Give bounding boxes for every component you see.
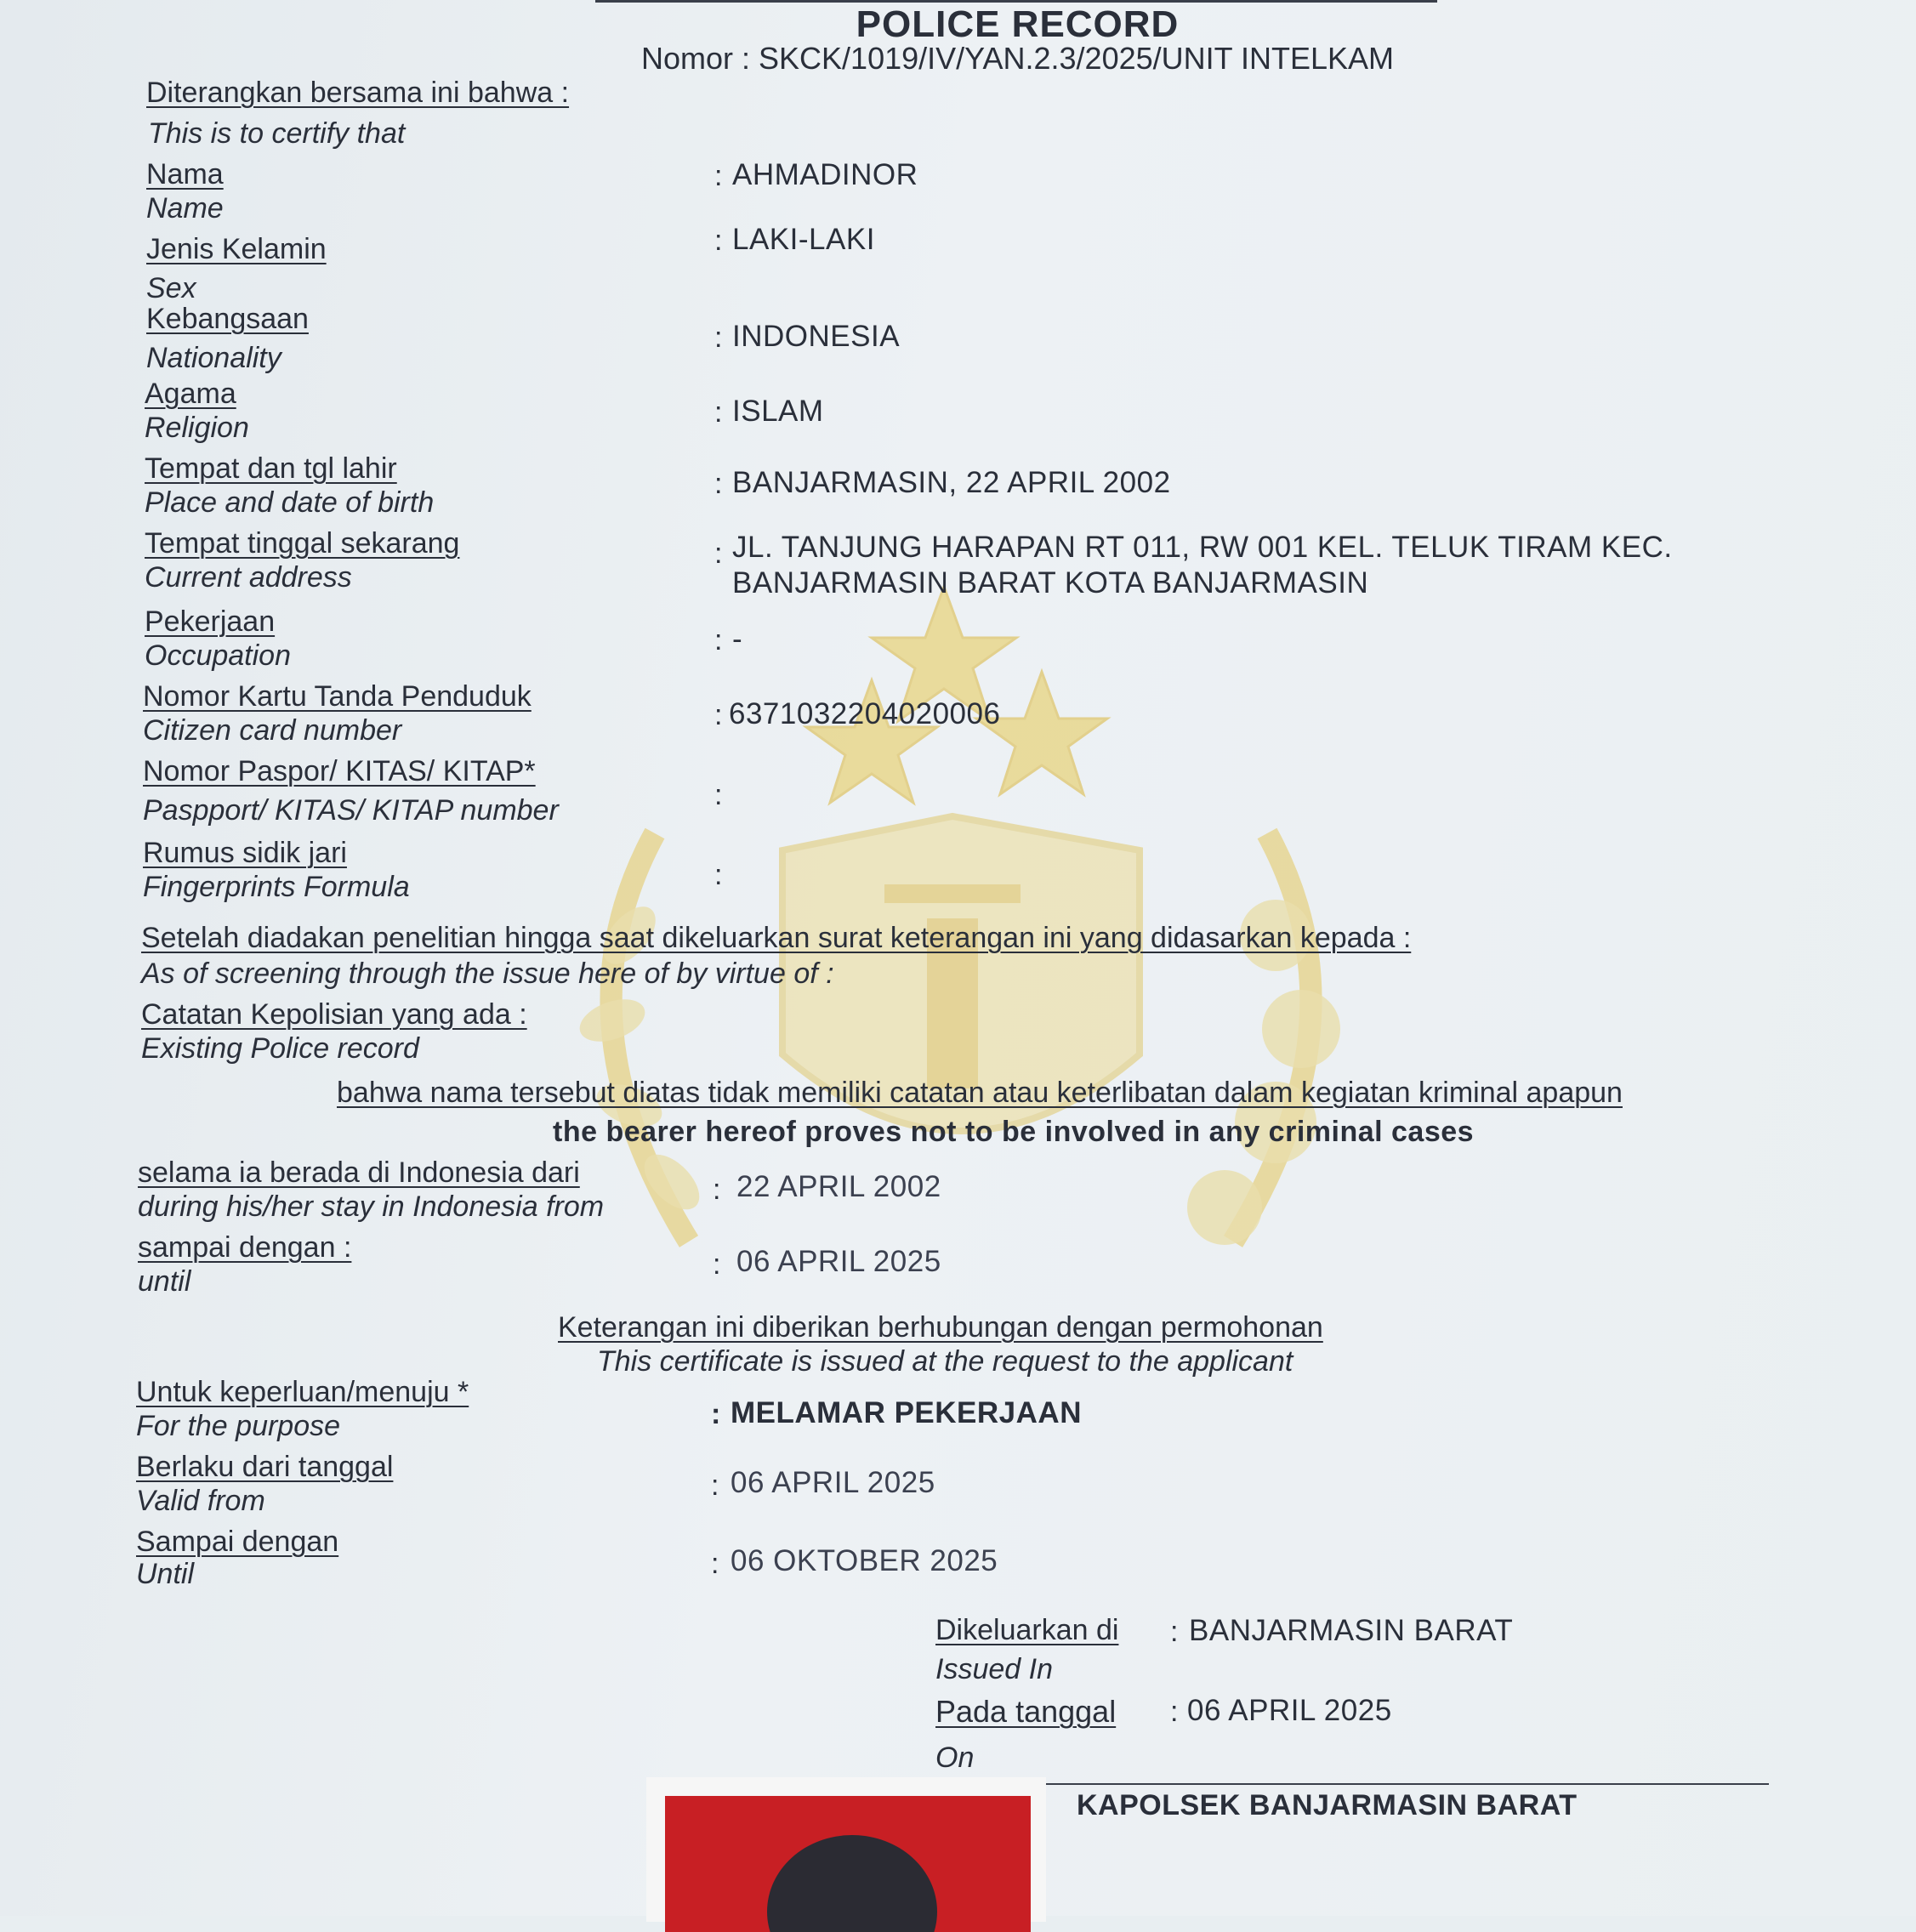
colon: :	[711, 1469, 719, 1502]
valid-until-label-en: Until	[136, 1558, 195, 1590]
address-label-en: Current address	[145, 561, 352, 594]
passport-label: Nomor Paspor/ KITAS/ KITAP*	[143, 755, 536, 787]
occupation-label: Pekerjaan	[145, 605, 276, 638]
colon: :	[714, 396, 723, 429]
valid-until-value: 06 OKTOBER 2025	[731, 1544, 998, 1577]
issued-on-value: 06 APRIL 2025	[1187, 1694, 1392, 1727]
colon: :	[1170, 1696, 1179, 1728]
top-rule	[595, 0, 1437, 3]
applicant-photo	[665, 1796, 1031, 1932]
issued-on-label: Pada tanggal	[935, 1694, 1117, 1729]
colon: :	[714, 160, 723, 192]
occupation-label-en: Occupation	[145, 639, 291, 672]
passport-label-en: Paspport/ KITAS/ KITAP number	[143, 794, 559, 827]
citizen-card-label: Nomor Kartu Tanda Penduduk	[143, 680, 532, 713]
fingerprint-label: Rumus sidik jari	[143, 837, 347, 869]
intro-label: Diterangkan bersama ini bahwa :	[146, 77, 570, 109]
applicant-head	[767, 1835, 937, 1932]
colon: :	[714, 699, 723, 731]
colon: :	[711, 1548, 719, 1580]
issued-in-label-en: Issued In	[935, 1653, 1053, 1685]
colon: :	[713, 1173, 721, 1206]
record-statement: bahwa nama tersebut diatas tidak memiliki catatan atau keterlibatan dalam kegiatan kriminal apapun	[337, 1077, 1623, 1109]
issued-in-label: Dikeluarkan di	[935, 1614, 1119, 1646]
police-record-label-en: Existing Police record	[141, 1032, 419, 1065]
screening-label-en: As of screening through the issue here of by virtue of :	[141, 957, 834, 990]
police-record-label: Catatan Kepolisian yang ada :	[141, 998, 527, 1031]
purpose-label-en: For the purpose	[136, 1410, 341, 1442]
document-number: Nomor : SKCK/1019/IV/YAN.2.3/2025/UNIT INTELKAM	[640, 41, 1395, 76]
birth-value: BANJARMASIN, 22 APRIL 2002	[732, 466, 1171, 499]
stay-until-value: 06 APRIL 2025	[736, 1245, 941, 1278]
request-label: Keterangan ini diberikan berhubungan dengan permohonan	[558, 1311, 1323, 1344]
purpose-label: Untuk keperluan/menuju *	[136, 1376, 469, 1408]
signature-rule	[931, 1783, 1769, 1785]
occupation-value: -	[732, 622, 743, 656]
colon: :	[714, 624, 723, 656]
colon: :	[711, 1398, 721, 1430]
colon: :	[714, 468, 723, 500]
religion-label: Agama	[145, 378, 236, 410]
citizen-card-label-en: Citizen card number	[143, 714, 402, 747]
star-right	[976, 672, 1107, 794]
stay-until-label-en: until	[138, 1265, 191, 1298]
purpose-value: MELAMAR PEKERJAAN	[731, 1396, 1082, 1429]
address-value-line2: BANJARMASIN BARAT KOTA BANJARMASIN	[732, 566, 1369, 599]
nationality-value: INDONESIA	[732, 320, 901, 353]
name-label: Nama	[146, 158, 224, 190]
fingerprint-label-en: Fingerprints Formula	[143, 871, 410, 903]
valid-until-label: Sampai dengan	[136, 1526, 339, 1558]
birth-label: Tempat dan tgl lahir	[145, 452, 397, 485]
valid-from-label-en: Valid from	[136, 1485, 265, 1517]
colon: :	[714, 779, 723, 811]
signatory-title: KAPOLSEK BANJARMASIN BARAT	[1077, 1789, 1578, 1821]
colon: :	[714, 321, 723, 354]
valid-from-label: Berlaku dari tanggal	[136, 1451, 394, 1483]
stay-from-label-en: during his/her stay in Indonesia from	[138, 1190, 605, 1223]
address-label: Tempat tinggal sekarang	[145, 527, 460, 560]
birth-label-en: Place and date of birth	[145, 486, 435, 519]
stay-until-label: sampai dengan :	[138, 1231, 352, 1264]
sex-label: Jenis Kelamin	[146, 233, 327, 265]
valid-from-value: 06 APRIL 2025	[731, 1466, 935, 1499]
colon: :	[714, 859, 723, 891]
sex-value: LAKI-LAKI	[732, 223, 875, 256]
colon: :	[1170, 1616, 1179, 1648]
nationality-label: Kebangsaan	[146, 303, 309, 335]
name-label-en: Name	[146, 192, 224, 224]
colon: :	[713, 1248, 721, 1281]
issued-on-label-en: On	[935, 1742, 975, 1774]
sex-label-en: Sex	[146, 272, 196, 304]
request-label-en: This certificate is issued at the request to the applicant	[597, 1345, 1293, 1378]
address-value-line1: JL. TANJUNG HARAPAN RT 011, RW 001 KEL. TELUK TIRAM KEC.	[732, 531, 1673, 564]
citizen-card-value: 6371032204020006	[729, 697, 1001, 730]
document-title: POLICE RECORD	[856, 3, 1180, 45]
religion-value: ISLAM	[732, 395, 824, 428]
colon: :	[714, 537, 723, 570]
colon: :	[714, 224, 723, 257]
name-value: AHMADINOR	[732, 158, 918, 191]
issued-in-value: BANJARMASIN BARAT	[1189, 1614, 1514, 1647]
screening-label: Setelah diadakan penelitian hingga saat dikeluarkan surat keterangan ini yang didasarkan kepada :	[141, 922, 1412, 954]
nationality-label-en: Nationality	[146, 342, 281, 374]
stay-from-label: selama ia berada di Indonesia dari	[138, 1156, 580, 1189]
religion-label-en: Religion	[145, 412, 249, 444]
stay-from-value: 22 APRIL 2002	[736, 1170, 941, 1203]
intro-label-en: This is to certify that	[148, 117, 406, 150]
record-statement-en: the bearer hereof proves not to be involved in any criminal cases	[553, 1116, 1475, 1148]
